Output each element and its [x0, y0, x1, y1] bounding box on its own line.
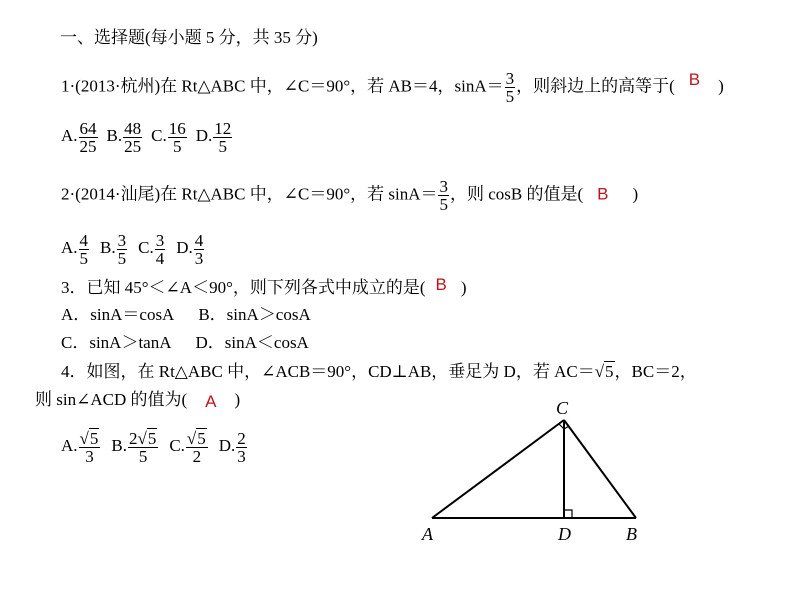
- question-3: [61, 275, 467, 298]
- q3-option-c: C．sinA＞tanA: [61, 333, 172, 352]
- q1-fraction: [505, 70, 516, 105]
- q2-fraction: [438, 178, 449, 213]
- label-c: C: [556, 398, 569, 418]
- q4-option-numerator: [186, 430, 208, 448]
- q4-option-sqrt: √5: [137, 429, 157, 448]
- q4-option-radicand: 5: [147, 429, 157, 448]
- q2-options: [61, 232, 205, 267]
- q1-option-fraction: [79, 120, 98, 155]
- q2-option-label: D.: [176, 238, 193, 258]
- q2-stem-prefix: ·(2014·汕尾)在 Rt△ABC 中，∠C＝90°，若 sinA＝: [69, 184, 438, 204]
- q4-option-label: C.: [169, 436, 185, 456]
- q4-option-coefficient: 2: [128, 429, 138, 448]
- q2-option-numerator: 3: [155, 231, 165, 250]
- q4-option-sqrt: √5: [79, 429, 99, 448]
- q1-option-fraction: [213, 120, 232, 155]
- q1-frac-denominator: 5: [505, 87, 515, 106]
- triangle-diagram: [416, 398, 648, 548]
- q1-option-denominator: 25: [79, 137, 97, 156]
- q1-frac-numerator: 3: [505, 69, 515, 88]
- label-d: D: [558, 524, 571, 544]
- q4-sqrt-radicand: 5: [605, 362, 614, 381]
- q3-options-row-1: [61, 305, 311, 325]
- q4-option-c: [169, 429, 208, 466]
- q1-option-numerator: 48: [124, 119, 142, 138]
- q2-number: 2: [61, 184, 70, 204]
- q2-option-fraction: [194, 232, 205, 267]
- q4-option-numerator: [128, 430, 158, 448]
- q1-option-label: D.: [195, 126, 213, 146]
- question-4-line-2: [35, 390, 240, 410]
- q2-option-c: [138, 231, 166, 268]
- q3-answer: B: [435, 275, 447, 294]
- q4-option-fraction: [186, 430, 208, 465]
- q1-option-denominator: 5: [218, 137, 227, 156]
- q4-option-b: [111, 429, 159, 466]
- q4-option-fraction: [128, 430, 158, 465]
- q1-option-denominator: 25: [124, 137, 142, 156]
- q4-stem-b: ，BC＝2，: [614, 362, 697, 381]
- q3-options-row-2: [61, 333, 309, 353]
- q2-option-numerator: 3: [117, 231, 127, 250]
- q2-option-denominator: 3: [194, 249, 204, 268]
- q2-option-label: A.: [61, 238, 78, 258]
- q2-option-numerator: 4: [194, 231, 204, 250]
- q2-stem-suffix: ，则 cosB 的值是(: [449, 184, 584, 204]
- q4-option-label: B.: [111, 436, 127, 456]
- q4-options: [61, 430, 248, 465]
- q2-option-denominator: 5: [117, 249, 127, 268]
- q4-option-a: [61, 429, 101, 466]
- q4-option-fraction: [236, 430, 247, 465]
- q4-stem-a: 4．如图，在 Rt△ABC 中，∠ACB＝90°，CD⊥AB，垂足为 D，若 AC＝: [61, 362, 595, 381]
- q1-option-label: A.: [61, 126, 78, 146]
- q4-option-fraction: [79, 430, 101, 465]
- q4-option-label: D.: [218, 436, 236, 456]
- q3-close-paren: ): [460, 278, 467, 297]
- q2-option-fraction: [117, 232, 128, 267]
- q1-option-b: [106, 119, 144, 156]
- q1-close-paren: ): [718, 76, 724, 96]
- q3-option-b: B．sinA＞cosA: [198, 305, 311, 324]
- q1-option-numerator: 64: [79, 119, 97, 138]
- q2-option-b: [100, 231, 128, 268]
- question-4-line-1: [61, 362, 697, 382]
- q2-frac-numerator: 3: [439, 177, 448, 196]
- q3-option-a: A．sinA＝cosA: [61, 305, 175, 324]
- q1-option-fraction: [168, 120, 187, 155]
- q2-option-d: [176, 231, 205, 268]
- question-1: [61, 70, 724, 105]
- q1-option-d: [195, 119, 234, 156]
- q2-answer: B: [597, 184, 609, 204]
- q2-option-numerator: 4: [79, 231, 89, 250]
- q4-option-numerator: [79, 430, 101, 448]
- q1-option-numerator: 12: [214, 119, 232, 138]
- right-angle-mark-d: [564, 510, 572, 518]
- q2-option-denominator: 4: [155, 249, 165, 268]
- q2-option-a: [61, 231, 90, 268]
- q4-option-denominator: 3: [237, 447, 246, 466]
- q4-answer: A: [205, 392, 217, 411]
- q2-option-denominator: 5: [79, 249, 89, 268]
- q2-close-paren: ): [632, 184, 639, 204]
- q1-option-label: B.: [106, 126, 123, 146]
- q4-option-d: [218, 429, 248, 466]
- q1-options: [61, 120, 233, 155]
- label-a: A: [422, 524, 433, 544]
- q2-option-fraction: [79, 232, 90, 267]
- q4-option-radicand: 5: [89, 429, 99, 448]
- q4-option-denominator: 5: [138, 447, 148, 466]
- q2-option-label: B.: [100, 238, 116, 258]
- q4-close-paren: ): [234, 390, 241, 409]
- q3-stem: 3．已知 45°＜∠A＜90°，则下列各式中成立的是(: [61, 278, 426, 297]
- q1-option-label: C.: [151, 126, 167, 146]
- q4-option-radicand: 5: [197, 429, 206, 448]
- q4-sqrt: √5: [594, 362, 614, 381]
- q4-option-denominator: 3: [85, 447, 94, 466]
- q4-option-denominator: 2: [192, 447, 202, 466]
- q4-option-numerator: [236, 430, 247, 448]
- triangle-figure: [416, 398, 648, 548]
- q4-stem-line2: 则 sin∠ACD 的值为(: [35, 390, 188, 409]
- q4-option-plain-numerator: 2: [237, 429, 246, 448]
- question-2: [61, 178, 638, 213]
- q1-option-a: [61, 119, 99, 156]
- label-b: B: [626, 524, 637, 544]
- side-bc: [564, 420, 636, 518]
- q1-answer: B: [688, 70, 701, 90]
- side-ac: [432, 420, 564, 518]
- q1-stem-suffix: ，则斜边上的高等于(: [516, 76, 675, 96]
- q1-stem-prefix: ·(2013·杭州)在 Rt△ABC 中，∠C＝90°，若 AB＝4，sinA＝: [69, 76, 504, 96]
- q4-option-label: A.: [61, 436, 78, 456]
- q1-number: 1: [61, 76, 70, 96]
- q2-frac-denominator: 5: [439, 195, 448, 214]
- q1-option-fraction: [123, 120, 142, 155]
- q4-option-sqrt: √5: [186, 429, 206, 448]
- section-title: 一、选择题(每小题 5 分，共 35 分): [60, 28, 318, 47]
- q1-option-c: [151, 119, 188, 156]
- q1-option-denominator: 5: [172, 137, 182, 156]
- q2-option-fraction: [155, 232, 166, 267]
- q3-option-d: D．sinA＜cosA: [195, 333, 309, 352]
- q1-option-numerator: 16: [168, 119, 186, 138]
- q2-option-label: C.: [138, 238, 154, 258]
